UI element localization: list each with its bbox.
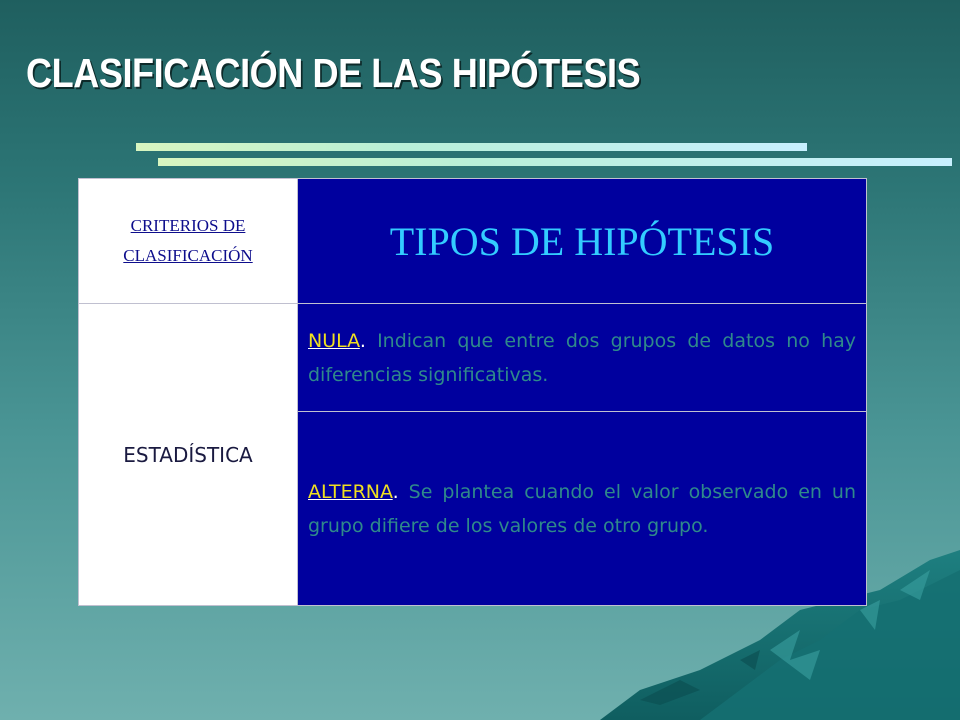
row-alterna-label[interactable]: ALTERNA: [308, 480, 393, 503]
row-alterna-text: Se plantea cuando el valor observado en un grupo difiere de los valores de otro grupo.: [308, 480, 856, 537]
row-nula-period: .: [359, 329, 366, 352]
types-header-cell: [298, 179, 867, 304]
category-label: ESTADÍSTICA: [123, 442, 253, 467]
row-nula-text: Indican que entre dos grupos de datos no hay diferencias significativas.: [308, 329, 856, 386]
row-alterna-cell: [298, 412, 867, 606]
slide-title: CLASIFICACIÓN DE LAS HIPÓTESIS: [26, 50, 641, 96]
row-alterna-period: .: [392, 480, 399, 503]
decorative-bar-top: [136, 143, 807, 151]
criteria-header-line2: CLASIFICACIÓN: [123, 246, 253, 265]
types-header-label: TIPOS DE HIPÓTESIS: [389, 218, 775, 264]
hypothesis-table: [78, 178, 867, 606]
category-cell: [79, 304, 298, 606]
row-nula-label[interactable]: NULA: [308, 329, 360, 352]
criteria-header-line1: CRITERIOS DE: [130, 216, 246, 235]
row-nula-cell: [298, 304, 867, 412]
criteria-header-cell: [79, 179, 298, 304]
decorative-bar-bottom: [158, 158, 952, 166]
